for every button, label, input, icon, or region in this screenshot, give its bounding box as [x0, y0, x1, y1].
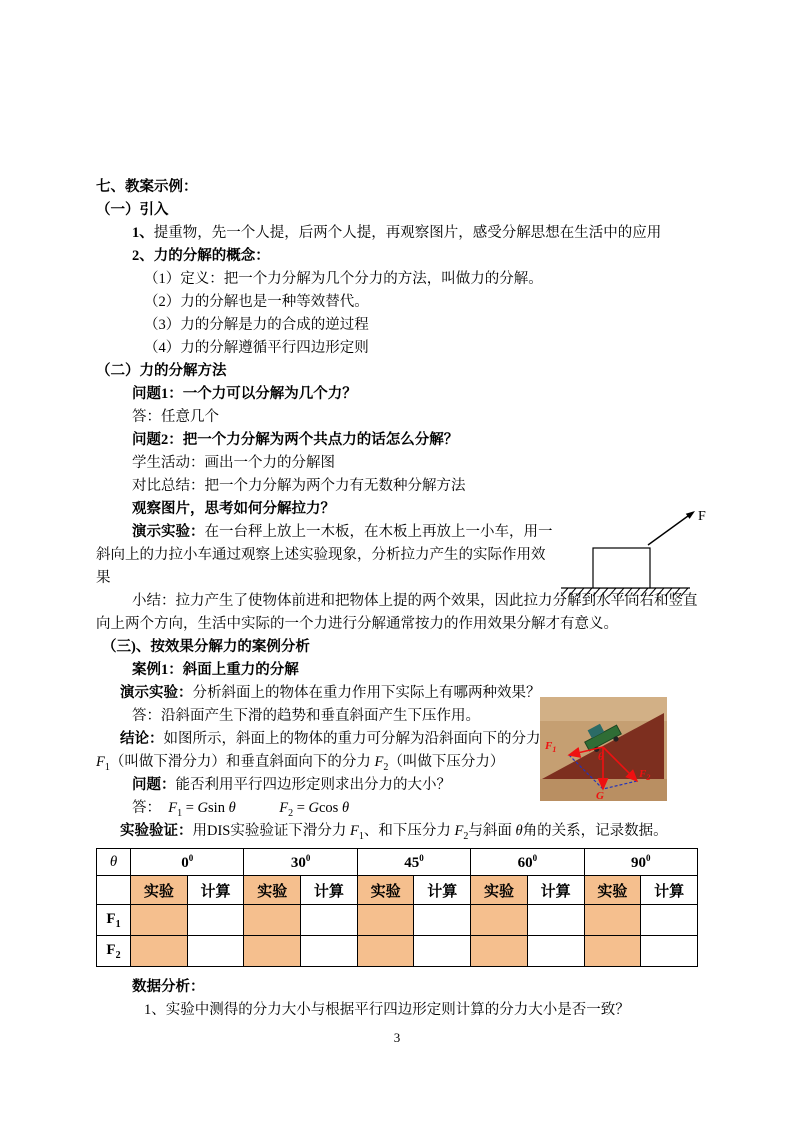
text-segment: F — [96, 754, 105, 770]
table-cell: $90^0$ — [584, 849, 698, 876]
table-cell — [584, 936, 641, 967]
text-segment: F — [374, 754, 384, 770]
text-line — [132, 475, 698, 498]
table-cell: 计算 — [414, 876, 471, 905]
text-line — [132, 222, 698, 245]
table-cell: 实验 — [244, 876, 301, 905]
text-line — [132, 429, 698, 452]
table-cell: $F_1$ — [97, 905, 131, 936]
data-table-body — [97, 849, 698, 967]
text-line — [132, 383, 698, 406]
text-segment: 演示实验： — [120, 685, 193, 701]
text-segment: 问题1：一个力可以分解为几个力？ — [132, 386, 357, 402]
ground-hatching — [561, 588, 688, 596]
text-segment: （1）定义：把一个力分解为几个分力的方法，叫做力的分解。 — [144, 271, 543, 287]
text-segment: 能否利用平行四边形定则求出分力的大小？ — [175, 777, 451, 793]
text-segment: （2）力的分解也是一种等效替代。 — [144, 294, 369, 310]
text-segment: （4）力的分解遵循平行四边形定则 — [144, 340, 369, 356]
text-segment: G — [197, 800, 209, 816]
table-cell — [357, 936, 414, 967]
incline-photo — [540, 697, 667, 801]
text-segment: 1 — [358, 830, 364, 842]
text-line — [132, 659, 698, 682]
text-line — [132, 245, 698, 268]
table-cell — [244, 905, 301, 936]
text-segment: G — [308, 800, 319, 816]
text-segment: 果 — [96, 570, 111, 586]
table-cell — [527, 936, 584, 967]
text-line — [132, 452, 698, 475]
table-cell — [187, 936, 244, 967]
table-cell: 计算 — [301, 876, 358, 905]
table-cell — [131, 905, 188, 936]
text-line — [132, 406, 698, 429]
text-segment: 对比总结：把一个力分解为两个力有无数种分解方法 — [132, 478, 466, 494]
text-line — [96, 613, 698, 636]
text-segment: 数据分析： — [132, 979, 205, 995]
table-cell — [301, 905, 358, 936]
table-cell: $0^0$ — [131, 849, 244, 876]
text-segment: F — [454, 823, 464, 839]
table-cell — [187, 905, 244, 936]
table-cell — [641, 905, 698, 936]
text-line — [120, 820, 698, 843]
text-segment: 提重物，先一个人提，后两个人提，再观察图片，感受分解思想在生活中的应用 — [153, 225, 662, 241]
text-segment: 2、力的分解的概念： — [132, 248, 270, 264]
text-segment: θ — [341, 800, 350, 816]
text-segment: 1 — [177, 807, 183, 819]
table-cell — [97, 876, 131, 905]
text-segment: θ — [228, 800, 236, 816]
table-cell: 计算 — [641, 876, 698, 905]
text-segment: 学生活动：画出一个力的分解图 — [132, 455, 335, 471]
data-table — [96, 848, 698, 967]
text-segment: 在一台秤上放上一木板，在木板上再放上一小车，用一 — [204, 524, 553, 540]
block — [593, 548, 650, 588]
text-segment: （叫做下压分力） — [388, 754, 505, 770]
text-segment: 用DIS实验验证下滑分力 — [192, 823, 350, 839]
photo-top-band — [540, 697, 667, 721]
table-cell — [641, 936, 698, 967]
text-line — [96, 360, 698, 383]
table-cell — [471, 936, 528, 967]
theta-label: θ — [598, 751, 604, 763]
text-segment: = — [293, 800, 309, 816]
text-line — [102, 636, 698, 659]
text-segment: 、和下压分力 — [363, 823, 455, 839]
text-segment: （叫做下滑分力）和垂直斜面向下的分力 — [109, 754, 375, 770]
text-segment: 如图所示，斜面上的物体的重力可分解为沿斜面向下的分力 — [163, 731, 541, 747]
table-cell: $30^0$ — [244, 849, 357, 876]
text-segment: 2 — [288, 807, 294, 819]
text-segment: F — [350, 823, 359, 839]
g-label: G — [596, 790, 604, 801]
incline-photo-figure — [540, 697, 667, 806]
text-segment: （三)、按效果分解力的案例分析 — [102, 639, 310, 655]
table-cell: θ — [97, 849, 131, 876]
table-cell — [414, 936, 471, 967]
text-segment: （3）力的分解是力的合成的逆过程 — [144, 317, 369, 333]
text-line — [144, 291, 698, 314]
table-cell: $45^0$ — [357, 849, 470, 876]
table-cell: 实验 — [471, 876, 528, 905]
text-segment: 2 — [383, 761, 389, 773]
text-segment: 结论： — [120, 731, 164, 747]
table-cell — [527, 905, 584, 936]
text-segment: （二）力的分解方法 — [96, 363, 227, 379]
text-line — [96, 199, 698, 222]
page-number: 3 — [393, 1030, 401, 1045]
text-segment: 与斜面 — [468, 823, 516, 839]
table-cell — [584, 905, 641, 936]
table-cell: 实验 — [584, 876, 641, 905]
f2-label: $F_2$ — [639, 768, 651, 782]
text-line — [132, 976, 698, 999]
pull-force-figure — [556, 500, 712, 603]
text-line — [144, 268, 698, 291]
text-segment: 2 — [463, 830, 469, 842]
table-cell — [414, 905, 471, 936]
text-segment: sin — [208, 800, 229, 816]
text-segment: 问题2：把一个力分解为两个共点力的话怎么分解？ — [132, 432, 459, 448]
text-segment: 1、 — [132, 225, 154, 241]
text-segment: 演示实验： — [132, 524, 205, 540]
table-cell — [131, 936, 188, 967]
f1-label: $F_1$ — [545, 740, 557, 754]
force-label: F — [698, 509, 706, 524]
table-cell: $F_2$ — [97, 936, 131, 967]
text-segment: 向上两个方向，生活中实际的一个力进行分解通常按力的作用效果分解才有意义。 — [96, 616, 618, 632]
table-cell — [357, 905, 414, 936]
text-segment: 七、教案示例： — [96, 179, 198, 195]
text-segment: 实验验证： — [120, 823, 193, 839]
text-segment: 案例1：斜面上重力的分解 — [132, 662, 299, 678]
table-cell — [471, 905, 528, 936]
text-segment: 答：任意几个 — [132, 409, 219, 425]
text-segment: 1、实验中测得的分力大小与根据平行四边形定则计算的分力大小是否一致？ — [144, 1002, 630, 1018]
table-cell: 实验 — [357, 876, 414, 905]
table-cell: 计算 — [187, 876, 244, 905]
table-cell: 计算 — [527, 876, 584, 905]
pull-force-diagram — [556, 500, 712, 598]
text-segment: cos — [318, 800, 342, 816]
text-segment: 问题： — [132, 777, 176, 793]
table-cell — [301, 936, 358, 967]
text-line — [144, 314, 698, 337]
text-block-2 — [96, 976, 698, 1022]
text-segment: = — [182, 800, 198, 816]
text-segment: F — [168, 800, 178, 816]
table-cell — [244, 936, 301, 967]
text-line — [144, 999, 698, 1022]
text-line — [144, 337, 698, 360]
text-segment: 观察图片，思考如何分解拉力？ — [132, 501, 335, 517]
table-cell: $60^0$ — [471, 849, 584, 876]
text-segment: （一）引入 — [96, 202, 169, 218]
text-segment: 斜向上的力拉小车通过观察上述实验现象，分析拉力产生的实际作用效 — [96, 547, 546, 563]
text-segment: 小结：拉力产生了使物体前进和把物体上提的两个效果，因此拉力分解到水平向右和竖直 — [132, 593, 698, 609]
table-cell: 实验 — [131, 876, 188, 905]
text-segment: 分析斜面上的物体在重力作用下实际上有哪两种效果？ — [192, 685, 541, 701]
text-segment: θ — [515, 823, 523, 839]
text-segment: 答：沿斜面产生下滑的趋势和垂直斜面产生下压作用。 — [132, 708, 480, 724]
text-segment — [236, 800, 280, 816]
text-segment: 1 — [104, 761, 110, 773]
text-segment: 角的关系，记录数据。 — [522, 823, 668, 839]
text-line — [96, 176, 698, 199]
text-segment: 答： — [132, 800, 169, 816]
force-arrowhead — [686, 511, 695, 519]
text-segment: F — [279, 800, 289, 816]
force-arrow-line — [648, 516, 688, 545]
